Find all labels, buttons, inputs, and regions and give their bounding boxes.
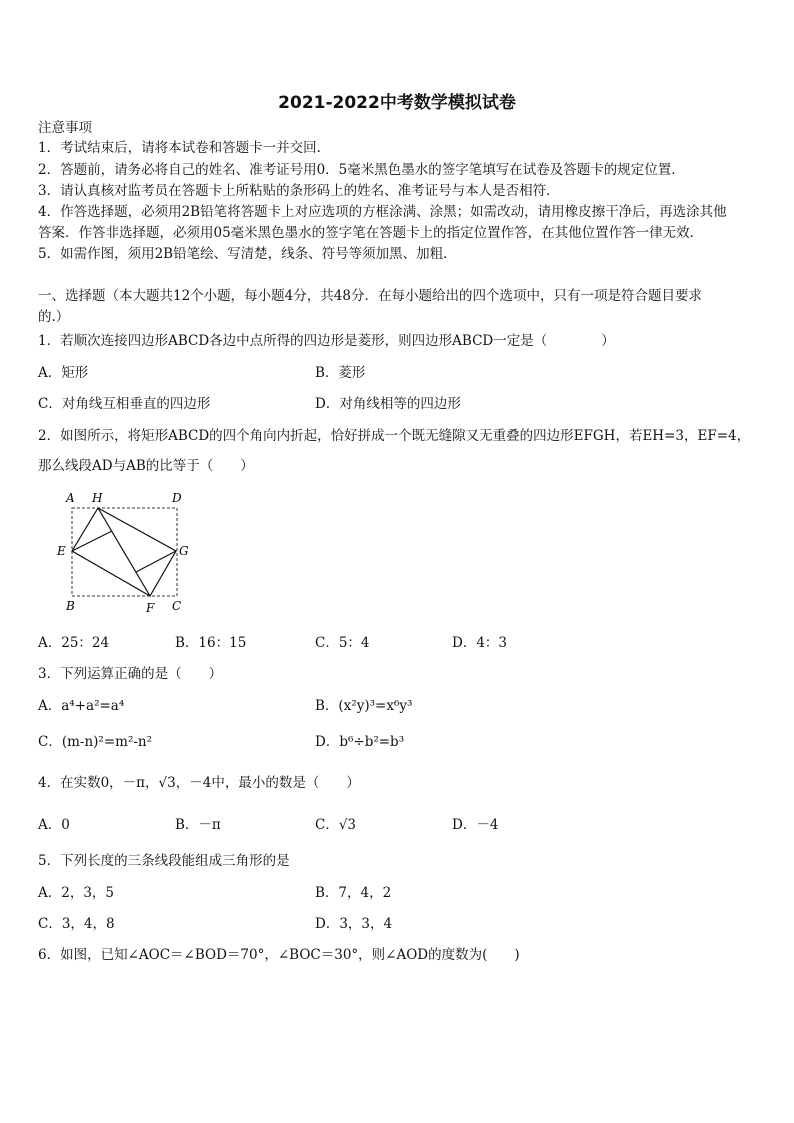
q1-option-c: C．对角线互相垂直的四边形 [38, 396, 211, 412]
diagonal-hf [98, 508, 150, 596]
question-1-stem: 1．若顺次连接四边形ABCD各边中点所得的四边形是菱形，则四边形ABCD一定是（ ） [38, 333, 615, 349]
q2-option-b: B．16：15 [175, 635, 247, 651]
notice-item: 3．请认真核对监考员在答题卡上所粘贴的条形码上的姓名、准考证号与本人是否相符． [38, 183, 560, 199]
q2-option-c: C．5：4 [315, 635, 370, 651]
label-d: D [172, 491, 182, 505]
q3-option-a: A．a⁴+a²=a⁴ [38, 698, 125, 714]
question-3-stem: 3．下列运算正确的是（ ） [38, 666, 223, 682]
notice-item: 答案．作答非选择题，必须用05毫米黑色墨水的签字笔在答题卡上的指定位置作答，在其他位置作答一律无效． [38, 225, 704, 241]
folded-rectangle-figure [52, 488, 202, 616]
q1-option-d: D．对角线相等的四边形 [315, 396, 461, 412]
label-f: F [146, 601, 155, 615]
page-title: 2021-2022中考数学模拟试卷 [278, 93, 516, 113]
q4-option-b: B．－π [175, 817, 221, 833]
notice-item: 4．作答选择题，必须用2B铅笔将答题卡上对应选项的方框涂满、涂黑；如需改动，请用橡皮擦干净后，再选涂其他 [38, 204, 727, 220]
label-b: B [66, 599, 75, 613]
q5-option-c: C．3，4，8 [38, 916, 115, 932]
q4-option-d: D．－4 [452, 817, 499, 833]
question-6-stem: 6．如图，已知∠AOC＝∠BOD＝70°，∠BOC＝30°，则∠AOD的度数为( ) [38, 947, 520, 963]
q3-option-c: C．(m-n)²=m²-n² [38, 734, 153, 750]
notice-item: 2．答题前，请务必将自己的姓名、准考证号用0．5毫米黑色墨水的签字笔填写在试卷及答题卡的规定位置． [38, 162, 685, 178]
section-heading-cont: 的.） [38, 309, 70, 325]
question-4-stem: 4．在实数0，－π，√3，－4中，最小的数是（ ） [38, 775, 360, 791]
q2-option-d: D．4：3 [452, 635, 508, 651]
label-a: A [66, 491, 75, 505]
label-e: E [57, 544, 66, 558]
q4-option-a: A．0 [38, 817, 70, 833]
q5-option-b: B．7，4，2 [315, 885, 392, 901]
q5-option-d: D．3，3，4 [315, 916, 393, 932]
label-h: H [92, 491, 103, 505]
q2-option-a: A．25：24 [38, 635, 110, 651]
q3-option-b: B．(x²y)³=x⁶y³ [315, 698, 413, 714]
question-2-stem: 2．如图所示，将矩形ABCD的四个角向内折起，恰好拼成一个既无缝隙又无重叠的四边形EFGH，若EH=3，EF=4， [38, 428, 751, 444]
notice-item: 1．考试结束后，请将本试卷和答题卡一并交回． [38, 140, 331, 156]
question-2-stem-cont: 那么线段AD与AB的比等于（ ） [38, 458, 254, 474]
label-c: C [172, 599, 182, 613]
q1-option-b: B．菱形 [315, 365, 366, 381]
notice-item: 5．如需作图，须用2B铅笔绘、写清楚，线条、符号等须加黑、加粗． [38, 246, 457, 262]
q3-option-d: D．b⁶÷b²=b³ [315, 734, 405, 750]
q1-option-a: A．矩形 [38, 365, 89, 381]
label-g: G [179, 544, 189, 558]
notice-heading: 注意事项 [38, 120, 92, 136]
section-heading: 一、选择题（本大题共12个小题，每小题4分，共48分．在每小题给出的四个选项中，只有一项是符合题目要求 [38, 288, 702, 304]
question-5-stem: 5．下列长度的三条线段能组成三角形的是 [38, 853, 290, 869]
q4-option-c: C．√3 [315, 817, 357, 833]
q5-option-a: A．2，3，5 [38, 885, 115, 901]
